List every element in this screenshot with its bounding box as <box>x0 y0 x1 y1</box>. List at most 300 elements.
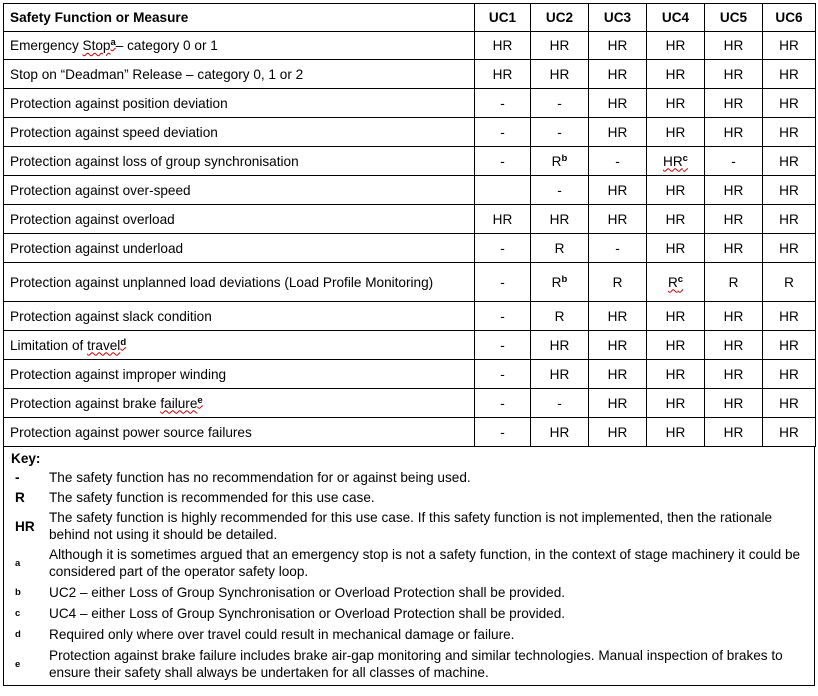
rating-group <box>779 96 799 111</box>
rating-group <box>613 275 623 290</box>
function-label-flagged-word: failure <box>160 395 198 411</box>
footnote-marker: b <box>561 273 568 285</box>
rating-group <box>779 212 799 227</box>
footnote-marker: e <box>197 394 203 406</box>
rating-value: R <box>554 240 565 256</box>
rating-group <box>724 396 744 411</box>
table-body <box>4 32 816 447</box>
value-cell-uc4 <box>647 418 705 447</box>
rating-value: HR <box>607 211 628 227</box>
value-cell-uc2 <box>531 389 589 418</box>
key-entry <box>11 487 808 508</box>
rating-group <box>552 154 568 169</box>
rating-group <box>557 183 562 198</box>
rating-group <box>779 425 799 440</box>
rating-value: HR <box>607 424 628 440</box>
rating-group <box>666 425 686 440</box>
rating-group <box>666 96 686 111</box>
rating-group <box>550 367 570 382</box>
value-cell-uc3 <box>589 234 647 263</box>
rating-group <box>555 309 565 324</box>
key-symbol: e <box>15 658 21 670</box>
rating-value: HR <box>779 153 799 169</box>
table-row <box>4 176 816 205</box>
rating-group <box>608 212 628 227</box>
value-cell-uc5 <box>705 118 763 147</box>
rating-group <box>779 67 799 82</box>
rating-value: HR <box>607 182 628 198</box>
column-header-uc2: UC2 <box>531 4 589 32</box>
rating-value: - <box>615 153 620 169</box>
value-cell-uc3 <box>589 89 647 118</box>
function-cell <box>4 360 475 389</box>
function-cell <box>4 263 475 302</box>
rating-group <box>500 125 505 140</box>
column-header-uc4: UC4 <box>647 4 705 32</box>
rating-group <box>724 367 744 382</box>
rating-value: HR <box>607 38 628 53</box>
key-description: Protection against brake failure includes brake air-gap monitoring and similar technologies. Manual inspection of brakes to ensure their safety shall always be undertaken for all classes of machine. <box>49 648 783 680</box>
rating-group <box>608 183 628 198</box>
value-cell-uc2 <box>531 60 589 89</box>
rating-group <box>493 212 513 227</box>
rating-value: HR <box>665 38 686 53</box>
rating-value: R <box>551 153 562 169</box>
value-cell-uc3 <box>589 389 647 418</box>
value-cell-uc3 <box>589 302 647 331</box>
function-label: Protection against underload <box>10 240 184 256</box>
safety-functions-table <box>3 3 816 447</box>
value-cell-uc4 <box>647 89 705 118</box>
rating-value: HR <box>779 95 799 111</box>
rating-value: HR <box>663 153 683 169</box>
rating-value: HR <box>665 211 686 227</box>
function-cell <box>4 302 475 331</box>
value-cell-uc2 <box>531 89 589 118</box>
key-entry <box>11 468 808 487</box>
table-header-row <box>4 4 816 32</box>
rating-group <box>779 38 799 53</box>
value-cell-uc1 <box>475 360 531 389</box>
rating-group <box>666 396 686 411</box>
rating-value: HR <box>607 124 628 140</box>
rating-group <box>779 183 799 198</box>
function-cell <box>4 418 475 447</box>
function-cell <box>4 118 475 147</box>
rating-group <box>608 38 628 53</box>
value-cell-uc4 <box>647 60 705 89</box>
column-header-uc5: UC5 <box>705 4 763 32</box>
rating-value: HR <box>779 240 799 256</box>
rating-group <box>500 425 505 440</box>
table-row <box>4 331 816 360</box>
rating-group <box>550 425 570 440</box>
function-label: Protection against speed deviation <box>10 124 218 140</box>
rating-group <box>779 309 799 324</box>
value-cell-uc5 <box>705 360 763 389</box>
footnote-marker: c <box>677 273 684 285</box>
function-label-group <box>10 38 116 53</box>
rating-group <box>500 275 505 290</box>
value-cell-uc6 <box>763 89 816 118</box>
rating-value: HR <box>607 395 628 411</box>
rating-value: HR <box>723 395 744 411</box>
rating-group <box>731 154 736 169</box>
key-entry <box>11 645 808 683</box>
rating-value: HR <box>665 308 686 324</box>
column-header-uc6: UC6 <box>763 4 816 32</box>
value-cell-uc3 <box>589 418 647 447</box>
value-cell-uc1 <box>475 331 531 360</box>
function-label: Protection against overload <box>10 211 175 227</box>
rating-value: HR <box>779 38 799 53</box>
value-cell-uc4 <box>647 176 705 205</box>
table-row <box>4 89 816 118</box>
value-cell-uc4 <box>647 32 705 60</box>
value-cell-uc6 <box>763 263 816 302</box>
key-symbol: c <box>15 608 21 619</box>
key-description: The safety function is recommended for this use case. <box>49 490 375 505</box>
value-cell-uc4 <box>647 205 705 234</box>
rating-group <box>500 396 505 411</box>
rating-group <box>500 367 505 382</box>
value-cell-uc2 <box>531 234 589 263</box>
rating-group <box>500 154 505 169</box>
rating-group <box>615 154 620 169</box>
function-label: Protection against over-speed <box>10 182 191 198</box>
key-description: UC4 – either Loss of Group Synchronisation or Overload Protection shall be provided. <box>49 606 566 621</box>
rating-value: HR <box>779 395 799 411</box>
function-label: Protection against slack condition <box>10 308 212 324</box>
rating-group <box>779 367 799 382</box>
function-label-flagged-word: Stop <box>82 38 111 53</box>
rating-value: HR <box>665 124 686 140</box>
rating-group <box>608 425 628 440</box>
rating-value: - <box>500 124 505 140</box>
rating-value: HR <box>549 66 570 82</box>
rating-group <box>666 38 686 53</box>
value-cell-uc1 <box>475 389 531 418</box>
key-description: Required only where over travel could result in mechanical damage or failure. <box>49 627 515 642</box>
rating-value: - <box>557 395 562 411</box>
value-cell-uc1 <box>475 32 531 60</box>
rating-value: HR <box>723 182 744 198</box>
rating-group <box>724 212 744 227</box>
rating-value: - <box>557 182 562 198</box>
key-symbol: - <box>15 470 20 485</box>
rating-group <box>784 275 794 290</box>
value-cell-uc2 <box>531 263 589 302</box>
table-row <box>4 118 816 147</box>
value-cell-uc3 <box>589 147 647 176</box>
value-cell-uc2 <box>531 331 589 360</box>
value-cell-uc3 <box>589 331 647 360</box>
function-cell <box>4 147 475 176</box>
value-cell-uc5 <box>705 389 763 418</box>
value-cell-uc6 <box>763 418 816 447</box>
rating-value: HR <box>723 240 744 256</box>
rating-value: HR <box>779 211 799 227</box>
rating-group <box>724 67 744 82</box>
value-cell-uc6 <box>763 32 816 60</box>
value-cell-uc1 <box>475 234 531 263</box>
rating-value: - <box>615 240 620 256</box>
value-cell-uc5 <box>705 89 763 118</box>
rating-value: HR <box>779 124 799 140</box>
rating-value: HR <box>779 182 799 198</box>
value-cell-uc5 <box>705 176 763 205</box>
value-cell-uc6 <box>763 205 816 234</box>
rating-group <box>666 367 686 382</box>
value-cell-uc6 <box>763 302 816 331</box>
key-symbol: b <box>15 587 21 598</box>
value-cell-uc5 <box>705 147 763 176</box>
value-cell-uc2 <box>531 147 589 176</box>
key-description: UC2 – either Loss of Group Synchronisation or Overload Protection shall be provided. <box>49 585 566 600</box>
rating-group <box>779 338 799 353</box>
value-cell-uc5 <box>705 302 763 331</box>
rating-group <box>493 38 513 53</box>
value-cell-uc4 <box>647 331 705 360</box>
rating-value: HR <box>665 424 686 440</box>
key-section <box>3 447 815 686</box>
rating-value: - <box>500 366 505 382</box>
rating-value: HR <box>549 337 570 353</box>
rating-group <box>724 96 744 111</box>
rating-value: - <box>500 274 505 290</box>
rating-group <box>557 96 562 111</box>
rating-group <box>493 67 513 82</box>
rating-value: HR <box>492 211 513 227</box>
value-cell-uc4 <box>647 389 705 418</box>
rating-group <box>666 309 686 324</box>
rating-value: HR <box>665 240 686 256</box>
value-cell-uc1 <box>475 89 531 118</box>
rating-group <box>724 338 744 353</box>
value-cell-uc6 <box>763 389 816 418</box>
rating-value: HR <box>607 366 628 382</box>
rating-value: - <box>500 308 505 324</box>
function-cell <box>4 32 475 60</box>
rating-group <box>729 275 739 290</box>
rating-value: HR <box>665 66 686 82</box>
rating-value: HR <box>607 66 628 82</box>
rating-value: - <box>731 153 736 169</box>
value-cell-uc1 <box>475 302 531 331</box>
column-header-function: Safety Function or Measure <box>4 4 475 32</box>
key-symbol: HR <box>15 518 35 534</box>
rating-group <box>724 38 744 53</box>
function-label: Protection against power source failures <box>10 424 252 440</box>
value-cell-uc6 <box>763 360 816 389</box>
rating-value: HR <box>723 424 744 440</box>
key-entry <box>11 544 808 582</box>
rating-value: HR <box>723 211 744 227</box>
rating-group <box>550 38 570 53</box>
value-cell-uc2 <box>531 32 589 60</box>
table-row <box>4 389 816 418</box>
rating-group <box>550 212 570 227</box>
table-row <box>4 234 816 263</box>
rating-group <box>779 154 799 169</box>
function-label: Protection against brake failure <box>10 395 198 411</box>
value-cell-uc5 <box>705 32 763 60</box>
function-label: Limitation of travel <box>10 337 121 353</box>
function-cell <box>4 176 475 205</box>
value-cell-uc2 <box>531 118 589 147</box>
rating-group <box>668 275 683 290</box>
value-cell-uc1 <box>475 263 531 302</box>
rating-value: HR <box>723 337 744 353</box>
rating-value: HR <box>607 95 628 111</box>
rating-group <box>779 396 799 411</box>
function-cell <box>4 60 475 89</box>
value-cell-uc1 <box>475 60 531 89</box>
rating-value: HR <box>723 308 744 324</box>
rating-value: HR <box>665 95 686 111</box>
function-label-flagged-word: travel <box>87 337 121 353</box>
footnote-marker: b <box>561 152 568 164</box>
value-cell-uc6 <box>763 331 816 360</box>
rating-group <box>550 67 570 82</box>
table-row <box>4 147 816 176</box>
value-cell-uc2 <box>531 418 589 447</box>
function-cell <box>4 331 475 360</box>
rating-group <box>779 241 799 256</box>
rating-value: HR <box>549 38 570 53</box>
rating-group <box>608 338 628 353</box>
footnote-marker: d <box>120 336 127 348</box>
rating-group <box>724 425 744 440</box>
key-description: The safety function has no recommendation for or against being used. <box>49 470 471 485</box>
rating-group <box>608 125 628 140</box>
rating-group <box>666 338 686 353</box>
value-cell-uc1 <box>475 147 531 176</box>
rating-value: - <box>557 124 562 140</box>
column-header-uc1: UC1 <box>475 4 531 32</box>
rating-value: - <box>557 95 562 111</box>
key-description: The safety function is highly recommended for this use case. If this safety function is not implemented, then the rationale behind not using it should be detailed. <box>49 510 773 542</box>
function-cell <box>4 389 475 418</box>
rating-value: HR <box>723 66 744 82</box>
rating-value: HR <box>665 337 686 353</box>
rating-value: HR <box>779 424 799 440</box>
rating-group <box>608 67 628 82</box>
value-cell-uc5 <box>705 205 763 234</box>
function-cell <box>4 234 475 263</box>
rating-group <box>615 241 620 256</box>
table-row <box>4 418 816 447</box>
rating-group <box>500 338 505 353</box>
rating-group <box>666 125 686 140</box>
value-cell-uc4 <box>647 147 705 176</box>
value-cell-uc2 <box>531 176 589 205</box>
rating-value: - <box>500 240 505 256</box>
key-symbol: d <box>15 629 21 640</box>
value-cell-uc1 <box>475 118 531 147</box>
rating-group <box>500 309 505 324</box>
footnote-marker: c <box>682 152 688 164</box>
safety-functions-document <box>3 3 815 686</box>
value-cell-uc4 <box>647 360 705 389</box>
value-cell-uc3 <box>589 118 647 147</box>
rating-group <box>608 367 628 382</box>
rating-group <box>666 183 686 198</box>
rating-value: R <box>551 274 562 290</box>
key-symbol: R <box>15 490 25 505</box>
rating-value: HR <box>723 124 744 140</box>
function-label-suffix: – category 0 or 1 <box>115 38 218 53</box>
value-cell-uc6 <box>763 60 816 89</box>
rating-group <box>557 125 562 140</box>
function-label: Emergency Stop <box>10 38 111 53</box>
column-header-uc3: UC3 <box>589 4 647 32</box>
value-cell-uc1 <box>475 205 531 234</box>
value-cell-uc6 <box>763 234 816 263</box>
rating-value: R <box>612 274 623 290</box>
key-entry <box>11 582 808 603</box>
rating-value: HR <box>723 38 744 53</box>
table-row <box>4 60 816 89</box>
rating-value: R <box>784 274 794 290</box>
rating-value: - <box>500 395 505 411</box>
value-cell-uc4 <box>647 302 705 331</box>
rating-value: R <box>554 308 565 324</box>
value-cell-uc3 <box>589 176 647 205</box>
rating-value: HR <box>779 66 799 82</box>
rating-group <box>608 96 628 111</box>
rating-group <box>724 309 744 324</box>
rating-group <box>555 241 565 256</box>
value-cell-uc1 <box>475 176 531 205</box>
key-description: Although it is sometimes argued that an emergency stop is not a safety function, in the context of stage machinery it could be considered part of the operator safety loop. <box>49 547 801 579</box>
key-entry <box>11 624 808 645</box>
value-cell-uc5 <box>705 418 763 447</box>
value-cell-uc2 <box>531 360 589 389</box>
rating-group <box>724 125 744 140</box>
table-row <box>4 360 816 389</box>
rating-value: HR <box>779 337 799 353</box>
rating-group <box>500 241 505 256</box>
rating-value: HR <box>779 308 799 324</box>
value-cell-uc6 <box>763 147 816 176</box>
rating-group <box>724 241 744 256</box>
function-label: Protection against improper winding <box>10 366 227 382</box>
table-row <box>4 263 816 302</box>
key-title: Key: <box>11 451 41 466</box>
rating-value: - <box>500 95 505 111</box>
function-cell <box>4 89 475 118</box>
function-label-group <box>10 338 126 353</box>
rating-value: HR <box>779 366 799 382</box>
rating-group <box>557 396 562 411</box>
value-cell-uc4 <box>647 118 705 147</box>
rating-group <box>666 212 686 227</box>
value-cell-uc5 <box>705 263 763 302</box>
rating-value: HR <box>492 66 513 82</box>
rating-value: - <box>500 424 505 440</box>
value-cell-uc3 <box>589 205 647 234</box>
rating-group <box>608 309 628 324</box>
value-cell-uc5 <box>705 331 763 360</box>
function-label-group <box>10 396 203 411</box>
rating-group <box>500 96 505 111</box>
rating-value: HR <box>665 366 686 382</box>
value-cell-uc6 <box>763 118 816 147</box>
value-cell-uc6 <box>763 176 816 205</box>
rating-value: HR <box>549 366 570 382</box>
rating-group <box>724 183 744 198</box>
